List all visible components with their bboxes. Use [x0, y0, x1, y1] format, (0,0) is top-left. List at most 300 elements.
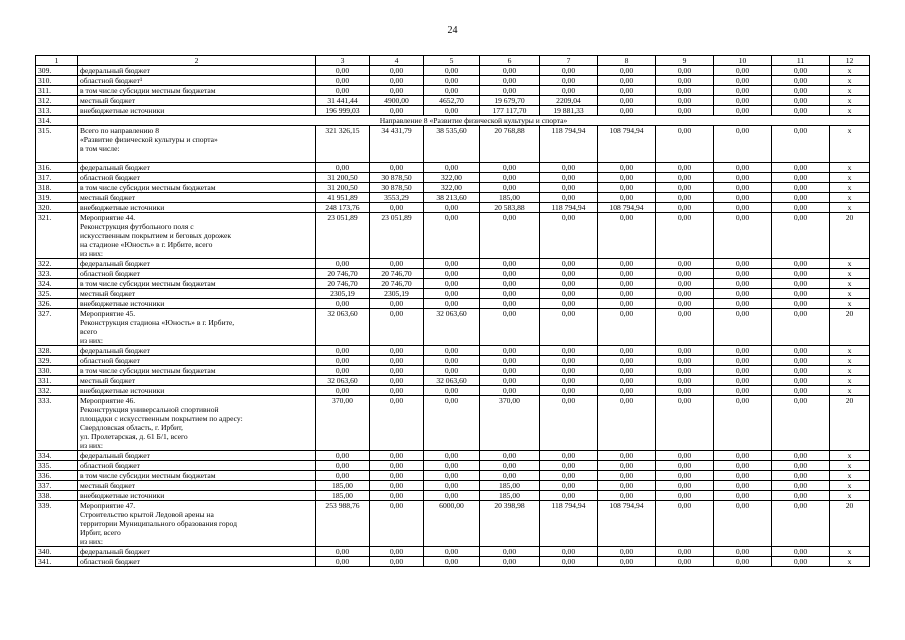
reference-cell: x [830, 193, 870, 203]
amount-cell: 0,00 [370, 491, 424, 501]
reference-cell: x [830, 356, 870, 366]
section-title-cell: Направление 8 «Развитие физической культуры и спорта» [78, 116, 870, 126]
table-row [36, 356, 870, 366]
amount-cell: 0,00 [656, 501, 714, 547]
amount-cell: 0,00 [714, 66, 772, 76]
source-description-cell: внебюджетные источники [78, 386, 316, 396]
amount-cell: 0,00 [370, 76, 424, 86]
amount-cell: 20 746,70 [370, 269, 424, 279]
header-cell: 5 [424, 56, 480, 66]
header-cell: 9 [656, 56, 714, 66]
amount-cell: 0,00 [772, 471, 830, 481]
amount-cell: 0,00 [598, 193, 656, 203]
amount-cell: 0,00 [370, 501, 424, 547]
amount-cell: 0,00 [540, 547, 598, 557]
amount-cell: 0,00 [598, 173, 656, 183]
reference-cell: x [830, 126, 870, 163]
reference-cell: x [830, 269, 870, 279]
amount-cell: 0,00 [656, 213, 714, 259]
amount-cell: 0,00 [540, 491, 598, 501]
row-number-cell: 325. [36, 289, 78, 299]
amount-cell: 0,00 [480, 547, 540, 557]
amount-cell: 0,00 [772, 269, 830, 279]
reference-cell: x [830, 346, 870, 356]
amount-cell: 0,00 [598, 386, 656, 396]
amount-cell: 0,00 [424, 396, 480, 451]
source-description-cell: областной бюджет [78, 356, 316, 366]
amount-cell: 0,00 [714, 213, 772, 259]
amount-cell: 30 878,50 [370, 183, 424, 193]
amount-cell: 0,00 [714, 451, 772, 461]
amount-cell: 185,00 [480, 193, 540, 203]
amount-cell: 0,00 [714, 557, 772, 567]
amount-cell: 0,00 [714, 193, 772, 203]
source-description-cell: областной бюджет¹ [78, 76, 316, 86]
amount-cell: 20 768,88 [480, 126, 540, 163]
row-number-cell: 322. [36, 259, 78, 269]
amount-cell: 0,00 [598, 269, 656, 279]
reference-cell: x [830, 481, 870, 491]
amount-cell: 0,00 [370, 66, 424, 76]
source-description-cell: Мероприятие 44. Реконструкция футбольного поля с искусственным покрытием и беговых дорожек на стадионе «Юность» в г. Ирбите, всего из них: [78, 213, 316, 259]
table-row [36, 76, 870, 86]
amount-cell: 0,00 [656, 173, 714, 183]
amount-cell: 0,00 [656, 299, 714, 309]
amount-cell: 0,00 [424, 289, 480, 299]
amount-cell: 0,00 [772, 163, 830, 173]
row-number-cell: 316. [36, 163, 78, 173]
amount-cell: 0,00 [424, 163, 480, 173]
reference-cell: x [830, 471, 870, 481]
source-description-cell: федеральный бюджет [78, 451, 316, 461]
amount-cell: 0,00 [772, 86, 830, 96]
row-number-cell: 321. [36, 213, 78, 259]
amount-cell: 0,00 [772, 173, 830, 183]
amount-cell: 0,00 [540, 279, 598, 289]
source-description-cell: внебюджетные источники [78, 106, 316, 116]
reference-cell: x [830, 173, 870, 183]
amount-cell: 30 878,50 [370, 173, 424, 183]
amount-cell: 0,00 [598, 491, 656, 501]
table-row [36, 376, 870, 386]
source-description-cell: федеральный бюджет [78, 163, 316, 173]
header-cell: 1 [36, 56, 78, 66]
amount-cell: 0,00 [656, 203, 714, 213]
amount-cell: 0,00 [316, 366, 370, 376]
header-cell: 3 [316, 56, 370, 66]
amount-cell: 0,00 [772, 259, 830, 269]
amount-cell: 0,00 [424, 86, 480, 96]
amount-cell: 31 441,44 [316, 96, 370, 106]
amount-cell: 0,00 [316, 163, 370, 173]
source-description-cell: внебюджетные источники [78, 299, 316, 309]
reference-cell: 20 [830, 396, 870, 451]
amount-cell: 0,00 [424, 279, 480, 289]
amount-cell: 0,00 [316, 66, 370, 76]
reference-cell: 20 [830, 501, 870, 547]
amount-cell: 34 431,79 [370, 126, 424, 163]
table-row [36, 163, 870, 173]
amount-cell: 0,00 [772, 491, 830, 501]
amount-cell: 0,00 [480, 289, 540, 299]
amount-cell: 0,00 [656, 356, 714, 366]
amount-cell: 0,00 [656, 557, 714, 567]
amount-cell: 0,00 [370, 366, 424, 376]
reference-cell: x [830, 96, 870, 106]
amount-cell: 0,00 [656, 461, 714, 471]
amount-cell: 0,00 [656, 269, 714, 279]
amount-cell: 38 535,60 [424, 126, 480, 163]
amount-cell: 0,00 [370, 547, 424, 557]
header-cell: 8 [598, 56, 656, 66]
amount-cell: 0,00 [656, 66, 714, 76]
amount-cell: 0,00 [424, 386, 480, 396]
amount-cell: 0,00 [714, 279, 772, 289]
amount-cell: 0,00 [316, 461, 370, 471]
row-number-cell: 336. [36, 471, 78, 481]
amount-cell: 0,00 [656, 451, 714, 461]
amount-cell: 0,00 [540, 309, 598, 346]
amount-cell: 0,00 [656, 481, 714, 491]
amount-cell: 0,00 [540, 193, 598, 203]
amount-cell: 0,00 [480, 66, 540, 76]
amount-cell: 0,00 [598, 547, 656, 557]
amount-cell: 0,00 [480, 386, 540, 396]
row-number-cell: 333. [36, 396, 78, 451]
amount-cell: 0,00 [480, 299, 540, 309]
amount-cell: 0,00 [540, 356, 598, 366]
amount-cell: 0,00 [656, 106, 714, 116]
amount-cell: 0,00 [424, 557, 480, 567]
row-number-cell: 327. [36, 309, 78, 346]
amount-cell: 0,00 [424, 106, 480, 116]
table-row [36, 471, 870, 481]
amount-cell: 0,00 [480, 309, 540, 346]
reference-cell: x [830, 451, 870, 461]
source-description-cell: местный бюджет [78, 376, 316, 386]
table-row [36, 481, 870, 491]
amount-cell: 0,00 [714, 203, 772, 213]
amount-cell: 0,00 [772, 66, 830, 76]
amount-cell: 0,00 [714, 309, 772, 346]
amount-cell: 0,00 [540, 163, 598, 173]
source-description-cell: местный бюджет [78, 289, 316, 299]
amount-cell: 0,00 [772, 501, 830, 547]
source-description-cell: в том числе субсидии местным бюджетам [78, 86, 316, 96]
amount-cell: 0,00 [714, 76, 772, 86]
amount-cell: 0,00 [656, 396, 714, 451]
amount-cell: 0,00 [714, 547, 772, 557]
reference-cell: 20 [830, 309, 870, 346]
amount-cell: 0,00 [316, 547, 370, 557]
reference-cell: x [830, 203, 870, 213]
amount-cell: 0,00 [598, 279, 656, 289]
amount-cell: 0,00 [656, 193, 714, 203]
row-number-cell: 317. [36, 173, 78, 183]
amount-cell: 0,00 [598, 309, 656, 346]
table-row [36, 193, 870, 203]
table-row [36, 451, 870, 461]
table-row [36, 269, 870, 279]
amount-cell: 0,00 [424, 203, 480, 213]
amount-cell: 0,00 [370, 386, 424, 396]
amount-cell: 0,00 [598, 299, 656, 309]
amount-cell: 0,00 [370, 346, 424, 356]
table-row [36, 396, 870, 451]
amount-cell: 0,00 [598, 213, 656, 259]
row-number-cell: 312. [36, 96, 78, 106]
amount-cell: 0,00 [370, 461, 424, 471]
amount-cell: 0,00 [540, 289, 598, 299]
amount-cell: 0,00 [480, 163, 540, 173]
table-row [36, 346, 870, 356]
amount-cell: 0,00 [714, 491, 772, 501]
amount-cell: 0,00 [480, 356, 540, 366]
amount-cell: 322,00 [424, 173, 480, 183]
amount-cell: 0,00 [370, 396, 424, 451]
amount-cell: 0,00 [540, 66, 598, 76]
amount-cell: 41 951,89 [316, 193, 370, 203]
amount-cell: 0,00 [656, 366, 714, 376]
amount-cell: 6000,00 [424, 501, 480, 547]
row-number-cell: 340. [36, 547, 78, 557]
amount-cell: 0,00 [598, 356, 656, 366]
row-number-cell: 319. [36, 193, 78, 203]
amount-cell: 0,00 [316, 471, 370, 481]
source-description-cell: Мероприятие 45. Реконструкция стадиона «Юность» в г. Ирбите, всего из них: [78, 309, 316, 346]
amount-cell: 118 794,94 [540, 501, 598, 547]
amount-cell: 32 063,60 [424, 309, 480, 346]
amount-cell: 0,00 [656, 471, 714, 481]
row-number-cell: 313. [36, 106, 78, 116]
amount-cell: 0,00 [656, 279, 714, 289]
amount-cell: 0,00 [540, 299, 598, 309]
amount-cell: 0,00 [370, 203, 424, 213]
amount-cell: 0,00 [316, 451, 370, 461]
reference-cell: x [830, 299, 870, 309]
amount-cell: 108 794,94 [598, 126, 656, 163]
row-number-cell: 311. [36, 86, 78, 96]
amount-cell: 0,00 [772, 366, 830, 376]
amount-cell: 0,00 [772, 557, 830, 567]
amount-cell: 0,00 [598, 461, 656, 471]
amount-cell: 0,00 [772, 289, 830, 299]
table-header-row [36, 56, 870, 66]
row-number-cell: 337. [36, 481, 78, 491]
amount-cell: 0,00 [598, 76, 656, 86]
amount-cell: 0,00 [598, 86, 656, 96]
amount-cell: 0,00 [480, 86, 540, 96]
table-row [36, 259, 870, 269]
source-description-cell: внебюджетные источники [78, 491, 316, 501]
table-row [36, 547, 870, 557]
amount-cell: 0,00 [480, 76, 540, 86]
amount-cell: 20 583,88 [480, 203, 540, 213]
amount-cell: 0,00 [772, 481, 830, 491]
amount-cell: 0,00 [540, 461, 598, 471]
amount-cell: 0,00 [772, 396, 830, 451]
amount-cell: 0,00 [598, 366, 656, 376]
reference-cell: x [830, 66, 870, 76]
table-row [36, 501, 870, 547]
reference-cell: x [830, 289, 870, 299]
amount-cell: 0,00 [480, 366, 540, 376]
amount-cell: 0,00 [772, 451, 830, 461]
source-description-cell: федеральный бюджет [78, 346, 316, 356]
amount-cell: 0,00 [714, 106, 772, 116]
amount-cell: 0,00 [370, 557, 424, 567]
amount-cell: 0,00 [316, 356, 370, 366]
amount-cell: 0,00 [598, 66, 656, 76]
row-number-cell: 339. [36, 501, 78, 547]
header-cell: 10 [714, 56, 772, 66]
table-row [36, 66, 870, 76]
source-description-cell: в том числе субсидии местным бюджетам [78, 471, 316, 481]
amount-cell: 0,00 [316, 346, 370, 356]
amount-cell: 0,00 [424, 451, 480, 461]
amount-cell: 32 063,60 [316, 376, 370, 386]
source-description-cell: Мероприятие 47. Строительство крытой Ледовой арены на территории Муниципального образования город Ирбит, всего из них: [78, 501, 316, 547]
amount-cell: 0,00 [656, 386, 714, 396]
row-number-cell: 329. [36, 356, 78, 366]
amount-cell: 0,00 [714, 183, 772, 193]
reference-cell: x [830, 461, 870, 471]
table-row [36, 289, 870, 299]
row-number-cell: 326. [36, 299, 78, 309]
amount-cell: 118 794,94 [540, 126, 598, 163]
amount-cell: 31 200,50 [316, 183, 370, 193]
amount-cell: 0,00 [656, 183, 714, 193]
amount-cell: 0,00 [370, 376, 424, 386]
header-cell: 6 [480, 56, 540, 66]
amount-cell: 20 398,98 [480, 501, 540, 547]
amount-cell: 0,00 [714, 356, 772, 366]
amount-cell: 0,00 [656, 76, 714, 86]
amount-cell: 0,00 [540, 346, 598, 356]
amount-cell: 0,00 [714, 396, 772, 451]
reference-cell: 20 [830, 213, 870, 259]
amount-cell: 0,00 [772, 126, 830, 163]
amount-cell: 0,00 [598, 557, 656, 567]
amount-cell: 185,00 [480, 481, 540, 491]
amount-cell: 0,00 [540, 557, 598, 567]
amount-cell: 0,00 [316, 259, 370, 269]
amount-cell: 32 063,60 [316, 309, 370, 346]
amount-cell: 0,00 [370, 471, 424, 481]
reference-cell: x [830, 386, 870, 396]
amount-cell: 0,00 [540, 366, 598, 376]
reference-cell: x [830, 163, 870, 173]
row-number-cell: 335. [36, 461, 78, 471]
source-description-cell: федеральный бюджет [78, 259, 316, 269]
table-row [36, 106, 870, 116]
amount-cell: 0,00 [656, 126, 714, 163]
amount-cell: 2305,19 [370, 289, 424, 299]
source-description-cell: областной бюджет [78, 173, 316, 183]
reference-cell: x [830, 106, 870, 116]
amount-cell: 0,00 [370, 356, 424, 366]
table-row [36, 86, 870, 96]
header-cell: 4 [370, 56, 424, 66]
amount-cell: 0,00 [598, 259, 656, 269]
amount-cell: 0,00 [424, 213, 480, 259]
amount-cell: 322,00 [424, 183, 480, 193]
source-description-cell: внебюджетные источники [78, 203, 316, 213]
amount-cell: 31 200,50 [316, 173, 370, 183]
amount-cell: 0,00 [424, 366, 480, 376]
header-cell: 2 [78, 56, 316, 66]
amount-cell: 0,00 [540, 86, 598, 96]
reference-cell: x [830, 491, 870, 501]
amount-cell: 185,00 [480, 491, 540, 501]
amount-cell: 0,00 [316, 76, 370, 86]
amount-cell: 0,00 [424, 471, 480, 481]
amount-cell: 0,00 [772, 346, 830, 356]
budget-table [35, 55, 870, 567]
reference-cell: x [830, 76, 870, 86]
row-number-cell: 320. [36, 203, 78, 213]
amount-cell: 0,00 [598, 96, 656, 106]
amount-cell: 20 746,70 [370, 279, 424, 289]
amount-cell: 0,00 [480, 173, 540, 183]
amount-cell: 0,00 [540, 259, 598, 269]
source-description-cell: федеральный бюджет [78, 547, 316, 557]
amount-cell: 4900,00 [370, 96, 424, 106]
amount-cell: 0,00 [480, 376, 540, 386]
row-number-cell: 330. [36, 366, 78, 376]
amount-cell: 0,00 [772, 547, 830, 557]
amount-cell: 0,00 [772, 213, 830, 259]
amount-cell: 0,00 [772, 193, 830, 203]
amount-cell: 0,00 [598, 471, 656, 481]
amount-cell: 0,00 [424, 481, 480, 491]
amount-cell: 0,00 [424, 259, 480, 269]
amount-cell: 0,00 [772, 203, 830, 213]
amount-cell: 0,00 [714, 501, 772, 547]
amount-cell: 38 213,60 [424, 193, 480, 203]
amount-cell: 0,00 [714, 346, 772, 356]
reference-cell: x [830, 547, 870, 557]
source-description-cell: федеральный бюджет [78, 66, 316, 76]
amount-cell: 185,00 [316, 491, 370, 501]
amount-cell: 0,00 [656, 96, 714, 106]
row-number-cell: 331. [36, 376, 78, 386]
amount-cell: 185,00 [316, 481, 370, 491]
amount-cell: 0,00 [370, 259, 424, 269]
amount-cell: 0,00 [772, 356, 830, 366]
table-row [36, 309, 870, 346]
amount-cell: 0,00 [370, 451, 424, 461]
amount-cell: 0,00 [540, 396, 598, 451]
amount-cell: 0,00 [316, 386, 370, 396]
amount-cell: 0,00 [316, 557, 370, 567]
amount-cell: 0,00 [424, 491, 480, 501]
amount-cell: 0,00 [714, 126, 772, 163]
amount-cell: 0,00 [656, 259, 714, 269]
amount-cell: 0,00 [598, 396, 656, 451]
amount-cell: 0,00 [540, 471, 598, 481]
amount-cell: 0,00 [598, 289, 656, 299]
amount-cell: 0,00 [424, 461, 480, 471]
amount-cell: 0,00 [772, 386, 830, 396]
amount-cell: 0,00 [540, 451, 598, 461]
amount-cell: 0,00 [370, 299, 424, 309]
amount-cell: 0,00 [480, 461, 540, 471]
amount-cell: 0,00 [714, 461, 772, 471]
row-number-cell: 324. [36, 279, 78, 289]
amount-cell: 0,00 [714, 173, 772, 183]
amount-cell: 118 794,94 [540, 203, 598, 213]
